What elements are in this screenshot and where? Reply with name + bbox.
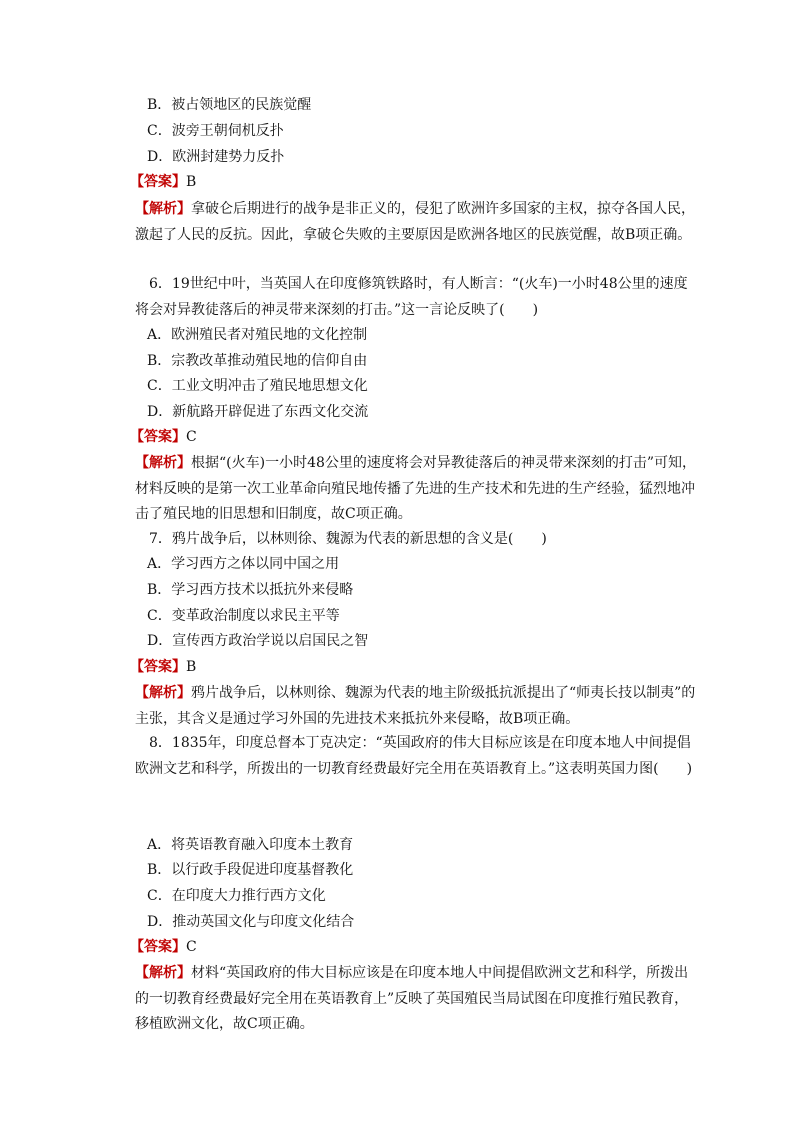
analysis-text: 根据“(火车)一小时48公里的速度将会对异教徒落后的神灵带来深刻的打击”可知，材料反映的是第一次工业革命向殖民地传播了先进的生产技术和先进的生产经验，猛烈地冲击了殖民地的旧思想和旧制度，故C项正确。 <box>135 455 697 522</box>
answer-value: B <box>186 174 197 190</box>
analysis-label: 【解析】 <box>135 965 191 981</box>
q5-answer <box>130 173 196 191</box>
q7-option-b: B．学习西方技术以抵抗外来侵略 <box>147 582 354 598</box>
q5-option-d: D．欧洲封建势力反扑 <box>147 149 285 165</box>
analysis-label: 【解析】 <box>135 201 191 217</box>
q6-option-c: C．工业文明冲击了殖民地思想文化 <box>147 378 368 394</box>
answer-value: C <box>186 939 197 955</box>
q7-analysis <box>135 681 700 732</box>
q6-option-a: A．欧洲殖民者对殖民地的文化控制 <box>147 327 368 343</box>
q5-analysis <box>135 197 700 248</box>
analysis-text: 鸦片战争后，以林则徐、魏源为代表的地主阶级抵抗派提出了“师夷长技以制夷”的主张，其含义是通过学习外国的先进技术来抵抗外来侵略，故B项正确。 <box>135 685 696 727</box>
q7-stem: 7．鸦片战争后，以林则徐、魏源为代表的新思想的含义是( ) <box>149 531 547 547</box>
q8-analysis <box>135 961 700 1038</box>
answer-value: C <box>186 429 197 445</box>
answer-label: 【答案】 <box>130 429 186 445</box>
analysis-label: 【解析】 <box>135 455 191 471</box>
answer-label: 【答案】 <box>130 659 186 675</box>
answer-value: B <box>186 659 197 675</box>
q8-stem: 8．1835年，印度总督本丁克决定：“英国政府的伟大目标应该是在印度本地人中间提倡欧洲文艺和科学，所拨出的一切教育经费最好完全用在英语教育上。”这表明英国力图( ) <box>135 735 693 777</box>
q6-option-d: D．新航路开辟促进了东西文化交流 <box>147 404 369 420</box>
analysis-label: 【解析】 <box>135 685 191 701</box>
q7-option-c: C．变革政治制度以求民主平等 <box>147 608 340 624</box>
q8-option-a: A．将英语教育融入印度本土教育 <box>147 837 354 853</box>
q8-option-b: B．以行政手段促进印度基督教化 <box>147 862 354 878</box>
analysis-text: 拿破仑后期进行的战争是非正义的，侵犯了欧洲许多国家的主权，掠夺各国人民，激起了人民的反抗。因此，拿破仑失败的主要原因是欧洲各地区的民族觉醒，故B项正确。 <box>135 201 695 243</box>
q5-option-c: C．波旁王朝伺机反扑 <box>147 123 284 139</box>
q7-answer <box>130 658 196 676</box>
q8-answer <box>130 938 197 956</box>
q7-option-d: D．宣传西方政治学说以启国民之智 <box>147 633 369 649</box>
answer-label: 【答案】 <box>130 174 186 190</box>
q7-option-a: A．学习西方之体以同中国之用 <box>147 556 340 572</box>
answer-label: 【答案】 <box>130 939 186 955</box>
q6-analysis <box>135 451 700 528</box>
q6-answer <box>130 428 197 446</box>
q6-stem: 6．19世纪中叶，当英国人在印度修筑铁路时，有人断言：“(火车)一小时48公里的速度将会对异教徒落后的神灵带来深刻的打击。”这一言论反映了( ) <box>135 276 688 318</box>
q8-option-d: D．推动英国文化与印度文化结合 <box>147 914 355 930</box>
q5-option-b: B．被占领地区的民族觉醒 <box>147 97 312 113</box>
q8-option-c: C．在印度大力推行西方文化 <box>147 888 326 904</box>
q6-option-b: B．宗教改革推动殖民地的信仰自由 <box>147 353 368 369</box>
analysis-text: 材料“英国政府的伟大目标应该是在印度本地人中间提倡欧洲文艺和科学，所拨出的一切教育经费最好完全用在英语教育上”反映了英国殖民当局试图在印度推行殖民教育，移植欧洲文化，故C项正确。 <box>135 965 689 1032</box>
